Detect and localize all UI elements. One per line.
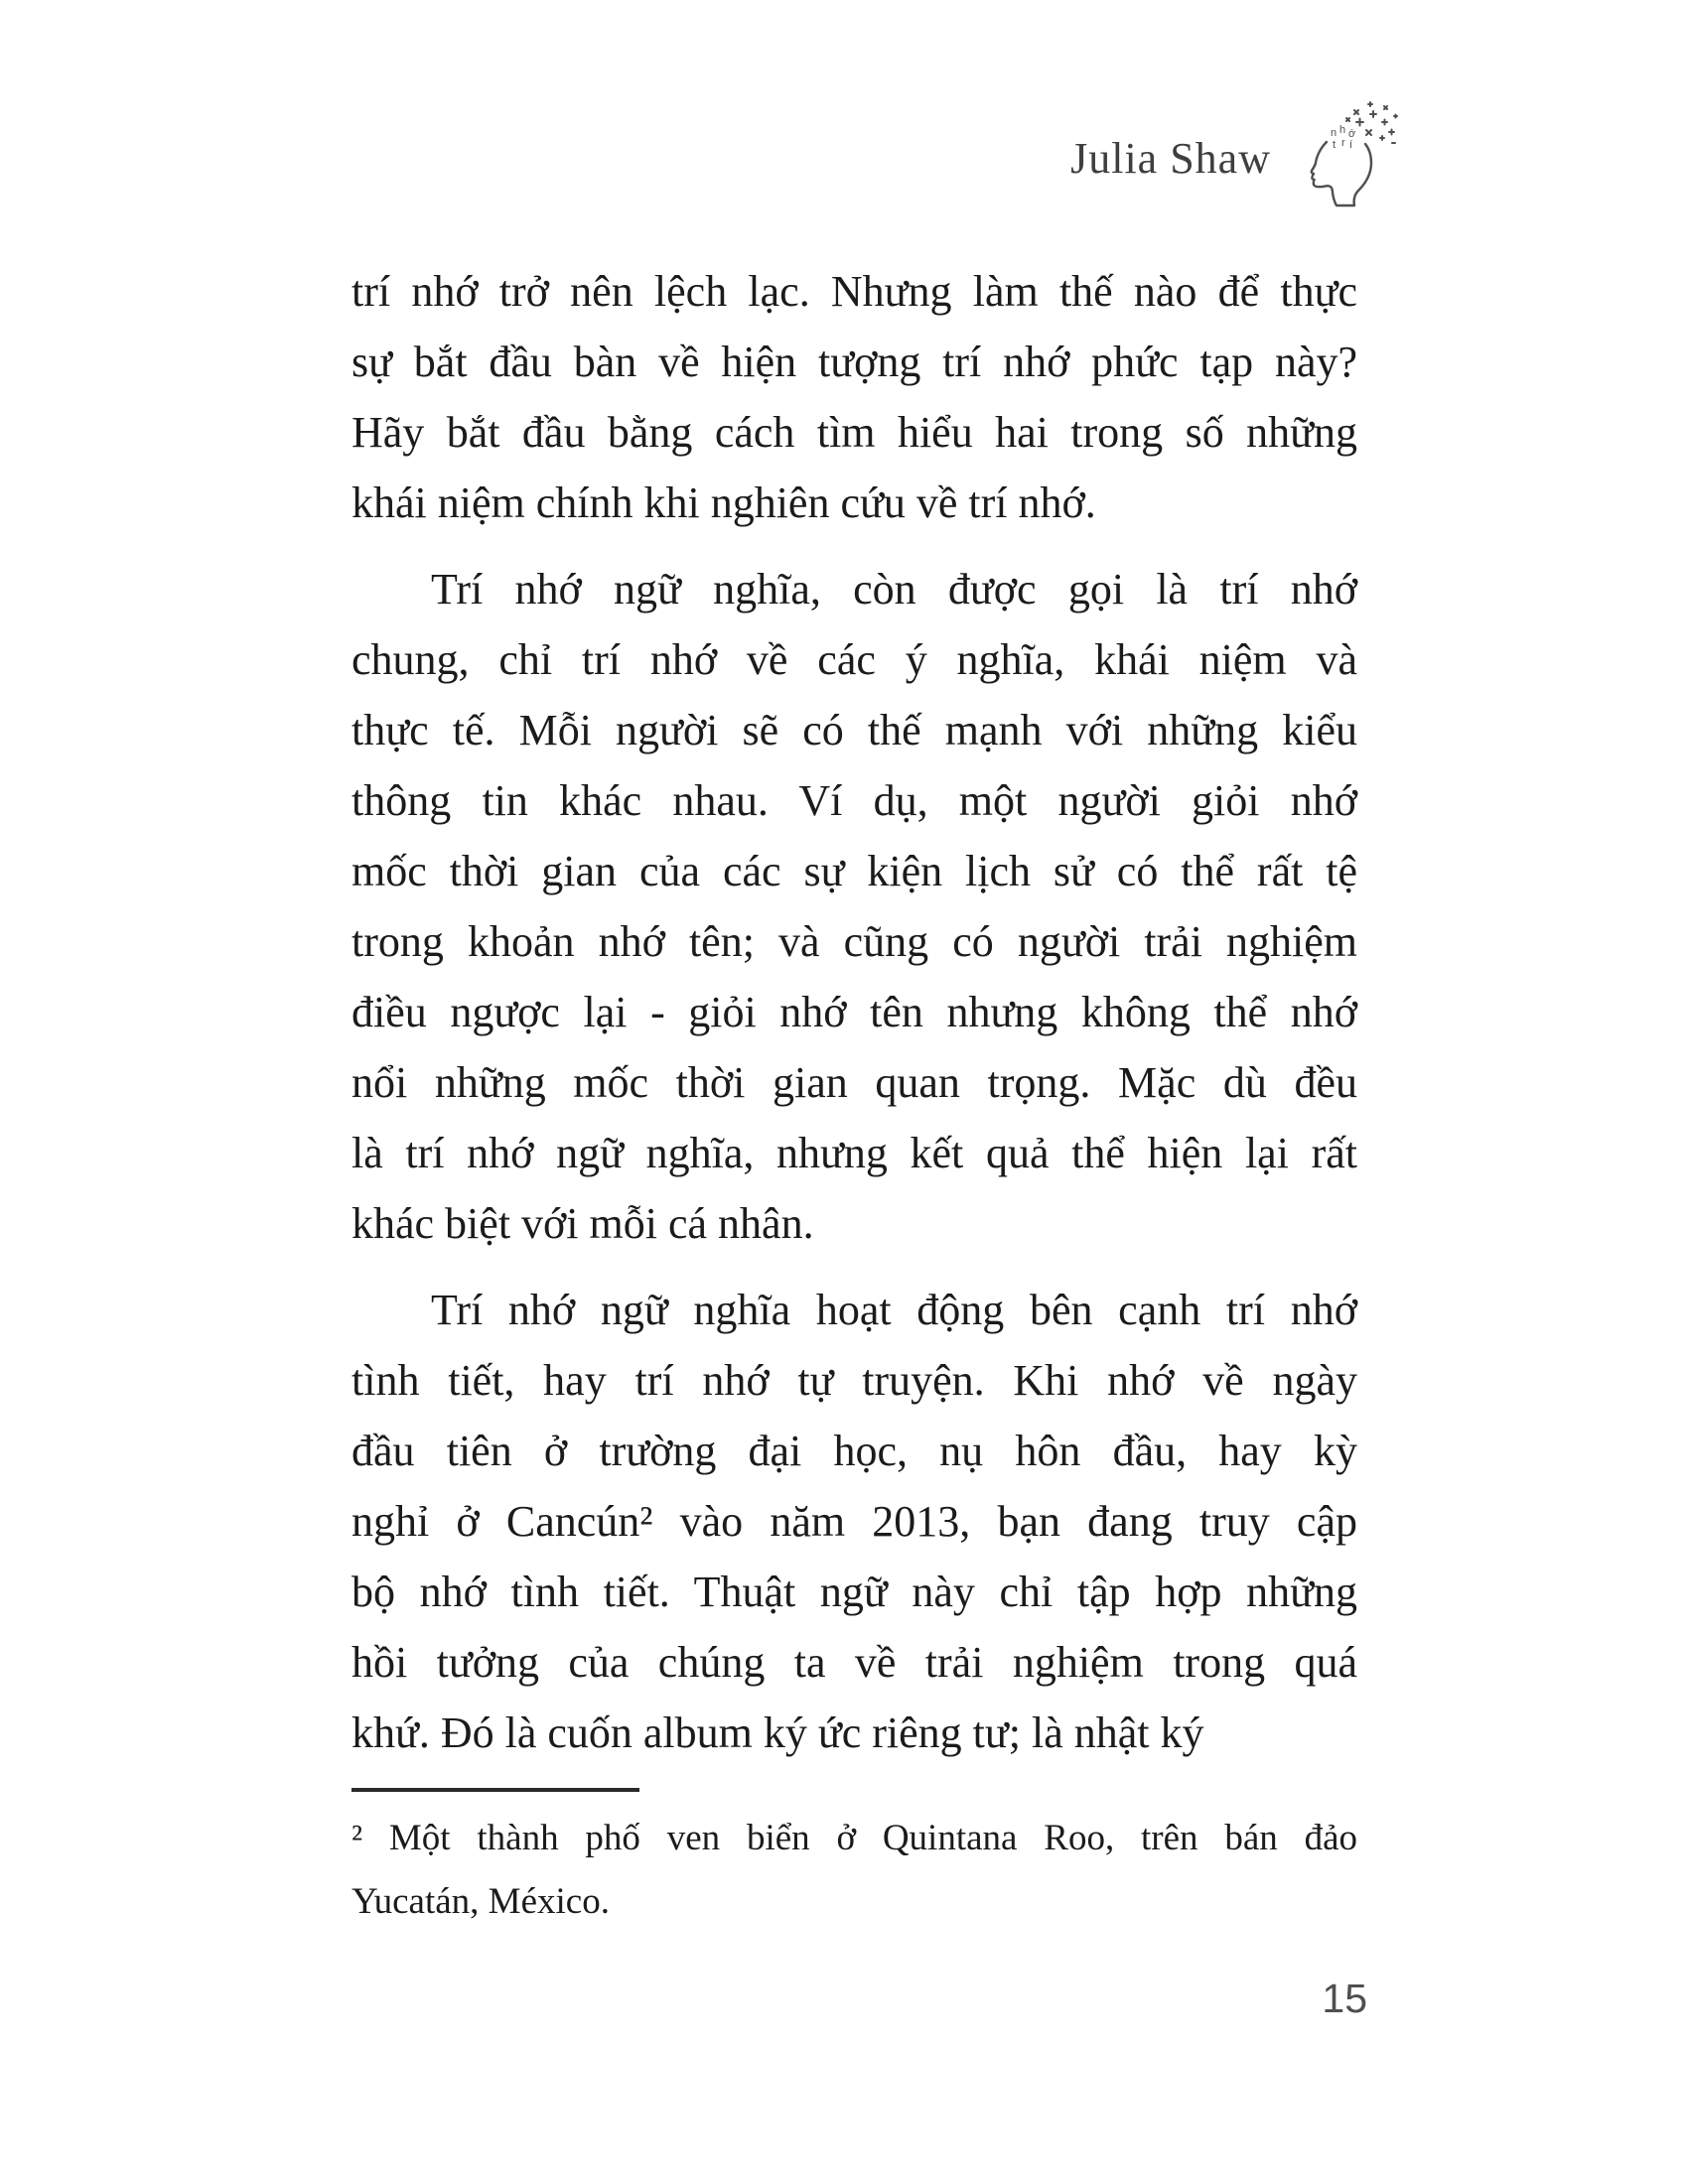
text-line: Trí nhớ ngữ nghĩa, còn được gọi là trí nhớ [431, 565, 1357, 614]
head-with-flying-letters-icon [1297, 96, 1400, 209]
text-line: Hãy bắt đầu bằng cách tìm hiểu hai trong số những [352, 408, 1357, 457]
text-line: thực tế. Mỗi người sẽ có thế mạnh với những kiểu [352, 706, 1357, 754]
text-line: ² Một thành phố ven biển ở Quintana Roo, trên bán đảo [352, 1818, 1357, 1858]
text-line: mốc thời gian của các sự kiện lịch sử có thể rất tệ [352, 847, 1357, 895]
text-line: khứ. Đó là cuốn album ký ức riêng tư; là nhật ký [352, 1708, 1204, 1757]
running-head-author: Julia Shaw [1070, 133, 1271, 183]
page-body [352, 256, 1357, 1768]
svg-text:í: í [1349, 139, 1353, 151]
page-number: 15 [1322, 1976, 1367, 2021]
text-line: sự bắt đầu bàn về hiện tượng trí nhớ phức tạp này? [352, 338, 1357, 386]
footnote-separator [352, 1788, 639, 1792]
text-line: nổi những mốc thời gian quan trọng. Mặc dù đều [352, 1058, 1357, 1107]
footnote [352, 1807, 1357, 1934]
svg-text:r: r [1341, 137, 1345, 149]
svg-text:ớ: ớ [1348, 128, 1356, 140]
text-line: bộ nhớ tình tiết. Thuật ngữ này chỉ tập hợp những [352, 1568, 1357, 1616]
paragraph [352, 554, 1357, 1259]
text-line: nghỉ ở Cancún² vào năm 2013, bạn đang truy cập [352, 1497, 1357, 1546]
text-line: chung, chỉ trí nhớ về các ý nghĩa, khái niệm và [352, 635, 1357, 684]
text-line: Yucatán, México. [352, 1881, 610, 1922]
text-line: hồi tưởng của chúng ta về trải nghiệm trong quá [352, 1638, 1357, 1687]
paragraph [352, 256, 1357, 538]
svg-text:t: t [1333, 139, 1336, 151]
text-line: đầu tiên ở trường đại học, nụ hôn đầu, hay kỳ [352, 1427, 1357, 1475]
text-line: trí nhớ trở nên lệch lạc. Nhưng làm thế nào để thực [352, 267, 1357, 316]
svg-text:h: h [1339, 124, 1346, 136]
text-line: là trí nhớ ngữ nghĩa, nhưng kết quả thể hiện lại rất [352, 1129, 1357, 1177]
text-line: thông tin khác nhau. Ví dụ, một người giỏi nhớ [352, 776, 1357, 825]
text-line: khái niệm chính khi nghiên cứu về trí nhớ. [352, 478, 1096, 527]
text-line: trong khoản nhớ tên; và cũng có người trải nghiệm [352, 917, 1357, 966]
text-line: tình tiết, hay trí nhớ tự truyện. Khi nhớ về ngày [352, 1356, 1357, 1405]
paragraph [352, 1275, 1357, 1768]
text-line: khác biệt với mỗi cá nhân. [352, 1199, 814, 1248]
svg-text:n: n [1331, 127, 1337, 139]
running-head [894, 95, 1400, 210]
text-line: Trí nhớ ngữ nghĩa hoạt động bên cạnh trí nhớ [431, 1286, 1357, 1334]
text-line: điều ngược lại - giỏi nhớ tên nhưng không thể nhớ [352, 988, 1357, 1036]
